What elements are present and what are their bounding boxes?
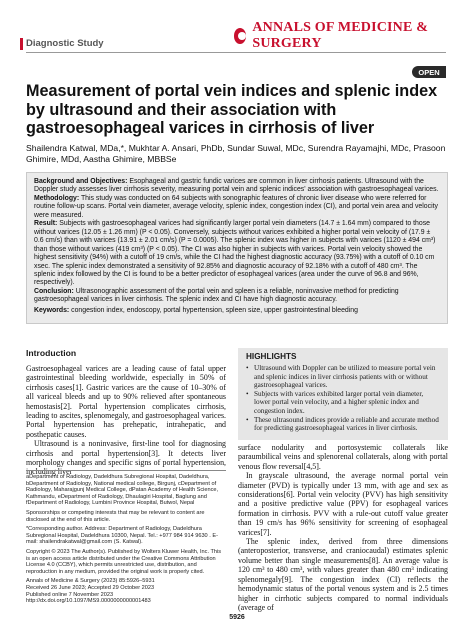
introduction-text bbox=[26, 364, 226, 477]
journal-brand bbox=[234, 20, 444, 51]
intro-paragraph-1: Gastroesophageal varices are a leading cause of fatal upper gastrointestinal bleeding worldwide, especially in 50% of cirrhosis cases[1]. Gastric varices are the cause of 10–30% of all variceal bleeds and up to 90% relieved after spontaneous hemostasis[2]. Portal hypertension complicates cirrhosis, leading to ascites, splenomegaly, and gastroesophageal varices. Portal hypertension has prehepatic, intrahepatic, and posthepatic causes. bbox=[26, 364, 226, 439]
header-divider bbox=[26, 52, 446, 53]
abstract-methodology: Methodology: This study was conducted on 64 subjects with sonographic features of chronic liver disease who were referred for routine follow-up scans. Portal vein diameter, average velocity, splenic index, congestion index (CI), and portal vein area and velocity were measured. bbox=[34, 194, 438, 219]
right-column bbox=[238, 443, 448, 612]
highlights-list bbox=[246, 364, 440, 433]
highlights-box bbox=[238, 348, 448, 440]
affiliations: aDepartment of Radiology, Dadeldhura Subregional Hospital, Dadeldhura, bDepartment of Radiology, National medical college, Birgunj, cDepartment of Radiology, Maharajgunj Medical College, dPatan Academy of Health Science, Kathmandu, eDepartment of Radiology, Dhaulagiri Hospital, Baglung and fDepartment of Radiology, Lumbini Province Hospital, Butwol, Nepal bbox=[26, 474, 219, 507]
highlight-item: • These ultrasound indices provide a reliable and accurate method for predicting gastroesophageal varices in liver cirrhosis. bbox=[246, 416, 440, 433]
article-title: Measurement of portal vein indices and splenic index by ultrasound and their association with gastroesophageal varices in cirrhosis of liver bbox=[26, 82, 438, 137]
abstract-keywords: Keywords: congestion index, endoscopy, portal hypertension, spleen size, upper gastrointestinal bleeding bbox=[34, 306, 358, 314]
corresponding-author: *Corresponding author. Address: Department of Radiology, Dadeldhura Subregional Hospital, Dadeldhura 10300, Nepal. Tel.: +977 984 914 9630 . E-mail: shailendrakatwal@gmail.com (S. Katwal). bbox=[26, 526, 218, 546]
journal-name: ANNALS OF MEDICINE & SURGERY bbox=[252, 20, 429, 51]
highlight-item: • Ultrasound with Doppler can be utilized to measure portal vein and splenic indices in liver cirrhosis patients with or without gastroesophageal varices. bbox=[246, 364, 440, 390]
intro-paragraph-2: Ultrasound is a noninvasive, first-line tool for diagnosing cirrhosis and portal hypertension[3]. It detects liver morphology changes and specific signs of portal hypertension, including liver bbox=[26, 439, 226, 477]
introduction-heading: Introduction bbox=[26, 348, 77, 358]
citation-line: Annals of Medicine & Surgery (2023) 85:5926–5931 Received 26 June 2023; Accepted 29 October 2023 Published online 7 November 2023 http://dx.doi.org/10.1097/MS9.0000000000001483 bbox=[26, 578, 155, 605]
open-access-badge: OPEN bbox=[412, 66, 446, 78]
section-label: Diagnostic Study bbox=[26, 38, 104, 49]
journal-logo-icon bbox=[234, 28, 246, 44]
page-number: 5926 bbox=[229, 614, 245, 621]
copyright-note: Copyright © 2023 The Author(s). Published by Wolters Kluwer Health, Inc. This is an open access article distributed under the Creative Commons Attribution License 4.0 (CCBY), which permits unrestricted use, distribution, and reproduction in any medium, provided the original work is properly cited. bbox=[26, 548, 222, 575]
footnotes bbox=[26, 470, 226, 608]
right-paragraph-1: surface nodularity and portosystemic collaterals like paraumbilical veins and splenorenal collaterals, along with portal venous flow reversal[4,5]. bbox=[238, 443, 448, 471]
highlight-item: • Subjects with varices exhibited larger portal vein diameter, lower portal vein velocity, and a higher splenic index and congestion index. bbox=[246, 390, 440, 416]
right-paragraph-3: The splenic index, derived from three dimensions (anteroposterior, transverse, and craniocaudal) estimates splenic volume better than single measurements[8]. An average value is 120 cm³ to 480 cm³, with values greater than 480 cm³ indicating splenomegaly[9]. The congestion index (CI) reflects the hemodynamic status of the portal venous system and is 2.5 times higher in cirrhotic subjects compared to normal individuals (average of bbox=[238, 537, 448, 612]
abstract-background: Background and Objectives: Esophageal and gastric fundic varices are common in liver cirrhosis patients. Ultrasound with the Doppler study assesses liver cirrhosis severity, measuring portal vein and splenic indices' association with gastroesophageal varices. bbox=[34, 178, 439, 194]
right-paragraph-2: In grayscale ultrasound, the average normal portal vein diameter (PVD) is typically under 13 mm, with age and sex as considerations[6]. Portal vein velocity (PVV) has high sensitivity and a positive predictive value (PPV) for esophageal varices formation in cirrhosis. PVV with a rule-out cutoff value greater than 19 cm/s has 96% sensitivity for screening of esophageal varices[7]. bbox=[238, 471, 448, 537]
abstract-result: Result: Subjects with gastroesophageal varices had significantly larger portal vein diameters (14.7 ± 1.64 mm) compared to those without varices (12.05 ± 1.26 mm) (P < 0.05). Conversely, subjects without varices exhibited a higher portal vein velocity of (17.9 ± 0.6 cm/s) than with varices (13.91 ± 2.01 cm/s) (P = 0.0005). The splenic index was higher in subjects with varices (1120 ± 494 cm³) than those without varices (419 cm³) (P < 0.05). The CI was also higher in subjects with varices. Portal vein velocity showed the highest sensitivity (94%) with a cutoff of 19 cm/s, while the CI had the highest diagnostic accuracy (93.75%) with a cutoff of 0.10 cm xsec. The splenic index demonstrated a sensitivity of 92.85% and diagnostic accuracy of 92.18% with a cutoff of 480 cm³. The splenic index followed by the CI is found to be a better predictor of esophageal varices (area under the curve of 96.8 and 96%, respectively). bbox=[34, 220, 436, 287]
abstract-conclusion: Conclusion: Ultrasonographic assessment of the portal vein and spleen is a reliable, noninvasive method for predicting gastroesophageal varices in liver cirrhosis. The splenic index and CI have high diagnostic accuracy. bbox=[34, 287, 399, 304]
abstract-box bbox=[26, 172, 448, 324]
left-column bbox=[26, 348, 226, 477]
doi-link[interactable]: http://dx.doi.org/10.1097/MS9.0000000000001483 bbox=[26, 598, 151, 605]
highlights-title: HIGHLIGHTS bbox=[246, 352, 297, 361]
sponsorship-note: Sponsorships or competing interests that may be relevant to content are disclosed at the end of this article. bbox=[26, 509, 205, 523]
page-header bbox=[0, 0, 474, 58]
author-list: Shailendra Katwal, MDa,*, Mukhtar A. Ansari, PhDb, Sundar Suwal, MDc, Surendra Rayamajhi, MDc, Prasoon Ghimire, MDd, Aastha Ghimire, MBBSe bbox=[26, 143, 446, 164]
